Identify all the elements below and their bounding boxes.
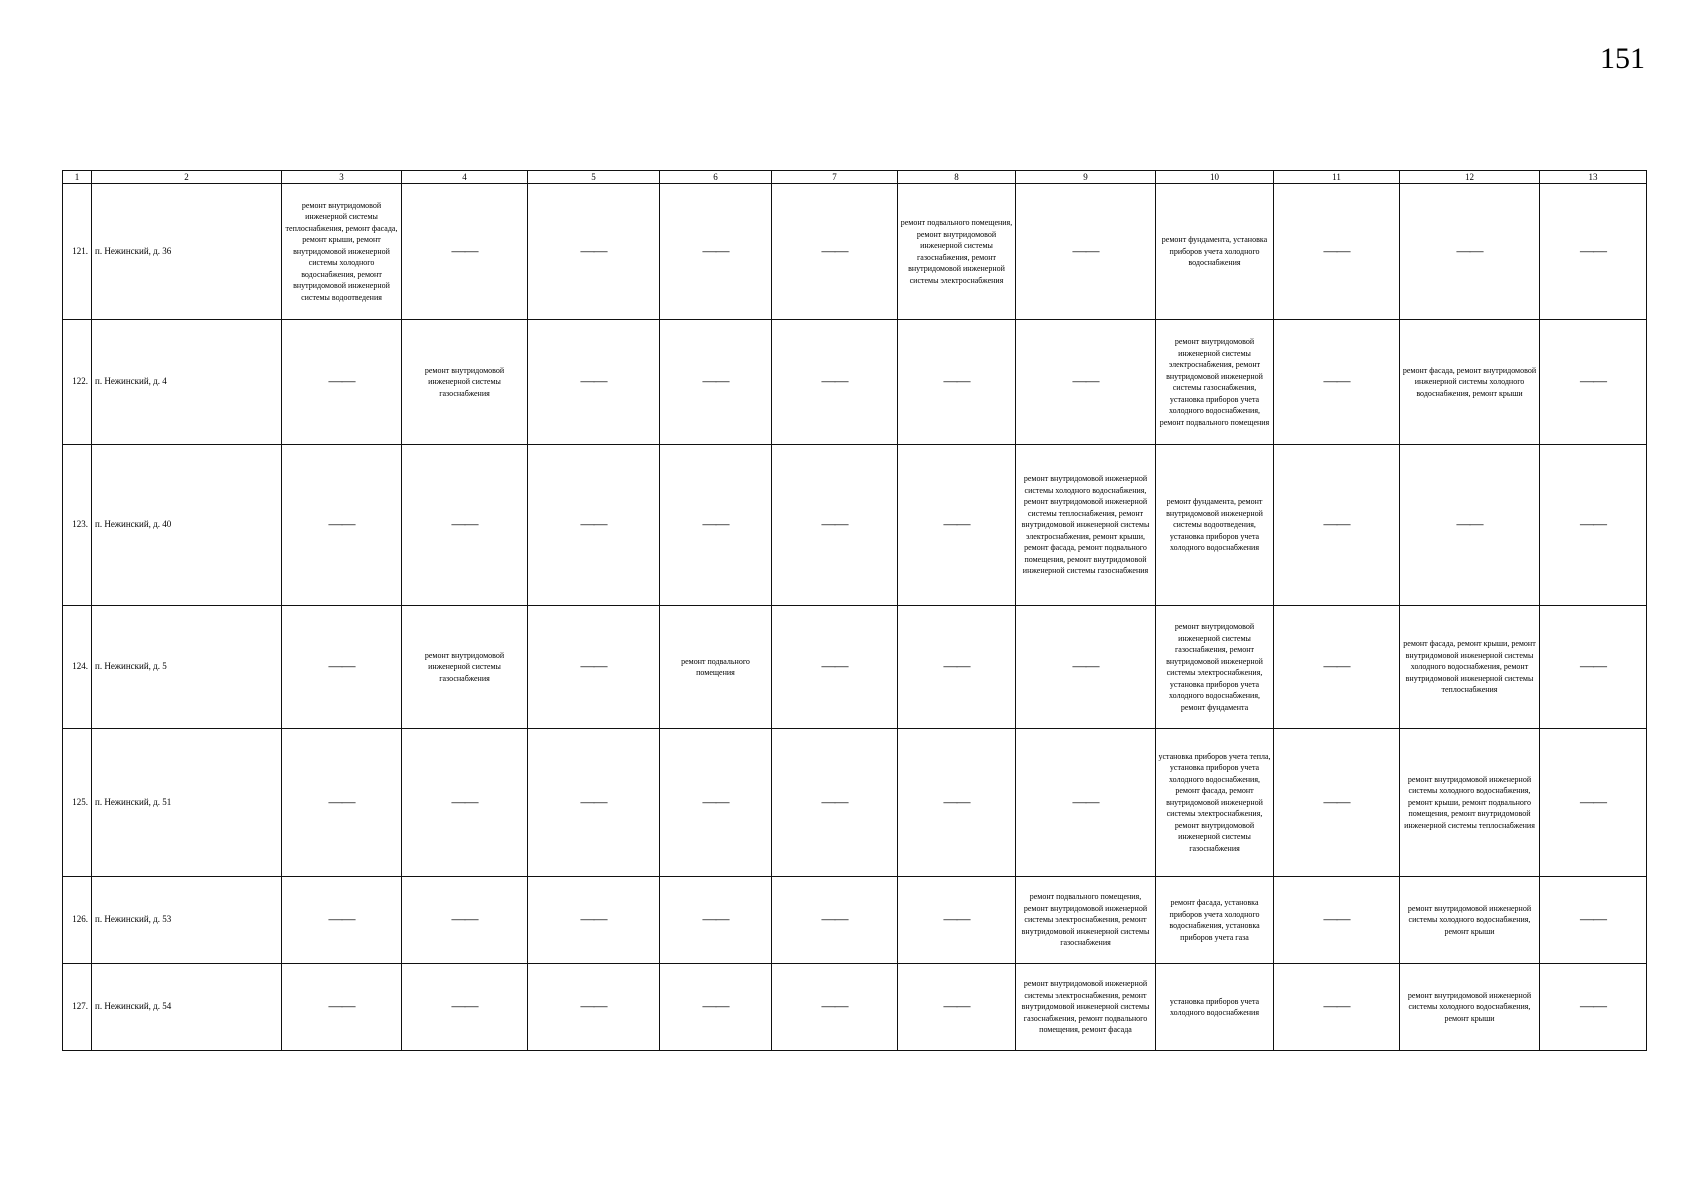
table-cell bbox=[1016, 729, 1156, 877]
dash-mark: —— bbox=[1323, 999, 1350, 1014]
table-cell bbox=[528, 184, 660, 320]
table-cell bbox=[772, 320, 898, 445]
table-row bbox=[63, 877, 1647, 964]
header-row bbox=[63, 171, 1647, 184]
dash-mark: —— bbox=[1323, 517, 1350, 532]
table-cell bbox=[1540, 184, 1647, 320]
table-cell bbox=[898, 445, 1016, 606]
dash-mark: —— bbox=[580, 659, 607, 674]
row-address: п. Нежинский, д. 4 bbox=[92, 320, 282, 445]
dash-mark: —— bbox=[821, 517, 848, 532]
table-cell bbox=[660, 877, 772, 964]
table-cell: ремонт фасада, ремонт внутридомовой инженерной системы холодного водоснабжения, ремонт крыши bbox=[1400, 320, 1540, 445]
table-cell bbox=[660, 320, 772, 445]
table-cell bbox=[1540, 445, 1647, 606]
dash-mark: —— bbox=[580, 517, 607, 532]
dash-mark: —— bbox=[702, 912, 729, 927]
dash-mark: —— bbox=[451, 243, 478, 259]
column-header: 7 bbox=[772, 171, 898, 184]
page-number: 151 bbox=[1600, 42, 1645, 75]
table-cell bbox=[1274, 729, 1400, 877]
table-cell bbox=[898, 964, 1016, 1051]
table-row bbox=[63, 606, 1647, 729]
dash-mark: —— bbox=[1323, 659, 1350, 674]
table-cell bbox=[660, 964, 772, 1051]
table-cell bbox=[1016, 320, 1156, 445]
table-cell bbox=[1540, 320, 1647, 445]
table-cell bbox=[898, 729, 1016, 877]
column-header: 11 bbox=[1274, 171, 1400, 184]
table-cell bbox=[282, 877, 402, 964]
table-cell bbox=[402, 877, 528, 964]
row-address: п. Нежинский, д. 40 bbox=[92, 445, 282, 606]
dash-mark: —— bbox=[702, 794, 729, 810]
dash-mark: —— bbox=[943, 794, 970, 810]
dash-mark: —— bbox=[943, 999, 970, 1014]
row-number: 122. bbox=[63, 320, 92, 445]
table-cell bbox=[898, 606, 1016, 729]
table-cell bbox=[528, 606, 660, 729]
dash-mark: —— bbox=[1580, 243, 1606, 259]
row-address: п. Нежинский, д. 5 bbox=[92, 606, 282, 729]
dash-mark: —— bbox=[1456, 243, 1483, 259]
table-cell: ремонт внутридомовой инженерной системы холодного водоснабжения, ремонт внутридомовой инженерной системы теплоснабжения, ремонт внутридомовой инженерной системы электроснабжения, ремонт крыши, ремонт фасада, ремонт подвального помещения, ремонт внутридомовой инженерной системы газоснабжения bbox=[1016, 445, 1156, 606]
dash-mark: —— bbox=[1580, 912, 1606, 927]
dash-mark: —— bbox=[1580, 374, 1606, 389]
dash-mark: —— bbox=[1456, 517, 1483, 532]
table-cell: ремонт подвального помещения bbox=[660, 606, 772, 729]
row-address: п. Нежинский, д. 54 bbox=[92, 964, 282, 1051]
dash-mark: —— bbox=[1580, 999, 1606, 1014]
table-cell bbox=[1274, 320, 1400, 445]
table-cell bbox=[660, 184, 772, 320]
table-cell bbox=[282, 729, 402, 877]
table-cell bbox=[402, 184, 528, 320]
dash-mark: —— bbox=[943, 517, 970, 532]
row-number: 123. bbox=[63, 445, 92, 606]
dash-mark: —— bbox=[821, 243, 848, 259]
dash-mark: —— bbox=[702, 374, 729, 389]
dash-mark: —— bbox=[328, 374, 355, 389]
dash-mark: —— bbox=[1580, 794, 1606, 810]
table-cell: ремонт подвального помещения, ремонт внутридомовой инженерной системы газоснабжения, ремонт внутридомовой инженерной системы электроснабжения bbox=[898, 184, 1016, 320]
table-cell: ремонт внутридомовой инженерной системы электроснабжения, ремонт внутридомовой инженерной системы газоснабжения, установка приборов учета холодного водоснабжения, ремонт подвального помещения bbox=[1156, 320, 1274, 445]
table-cell bbox=[282, 606, 402, 729]
row-number: 124. bbox=[63, 606, 92, 729]
table-cell bbox=[898, 320, 1016, 445]
table-cell: ремонт внутридомовой инженерной системы газоснабжения, ремонт внутридомовой инженерной системы электроснабжения, установка приборов учета холодного водоснабжения, ремонт фундамента bbox=[1156, 606, 1274, 729]
table-cell: ремонт внутридомовой инженерной системы теплоснабжения, ремонт фасада, ремонт крыши, ремонт внутридомовой инженерной системы холодного водоснабжения, ремонт внутридомовой инженерной системы водоотведения bbox=[282, 184, 402, 320]
repair-schedule-table bbox=[62, 170, 1647, 1051]
dash-mark: —— bbox=[1072, 243, 1099, 259]
table-cell bbox=[772, 964, 898, 1051]
dash-mark: —— bbox=[702, 517, 729, 532]
table-cell bbox=[282, 445, 402, 606]
table-row bbox=[63, 729, 1647, 877]
dash-mark: —— bbox=[328, 659, 355, 674]
table-cell bbox=[282, 964, 402, 1051]
column-header: 1 bbox=[63, 171, 92, 184]
table-cell bbox=[660, 729, 772, 877]
table-row bbox=[63, 184, 1647, 320]
dash-mark: —— bbox=[328, 794, 355, 810]
dash-mark: —— bbox=[821, 794, 848, 810]
dash-mark: —— bbox=[451, 794, 478, 810]
table-cell bbox=[528, 729, 660, 877]
dash-mark: —— bbox=[328, 999, 355, 1014]
column-header: 13 bbox=[1540, 171, 1647, 184]
dash-mark: —— bbox=[1580, 659, 1606, 674]
dash-mark: —— bbox=[943, 374, 970, 389]
table-cell bbox=[1274, 964, 1400, 1051]
dash-mark: —— bbox=[1072, 659, 1099, 674]
dash-mark: —— bbox=[821, 374, 848, 389]
table-cell bbox=[1274, 445, 1400, 606]
dash-mark: —— bbox=[580, 912, 607, 927]
dash-mark: —— bbox=[451, 517, 478, 532]
dash-mark: —— bbox=[943, 912, 970, 927]
dash-mark: —— bbox=[821, 912, 848, 927]
dash-mark: —— bbox=[1072, 794, 1099, 810]
table-cell bbox=[1016, 184, 1156, 320]
table-cell bbox=[282, 320, 402, 445]
table-cell: установка приборов учета тепла, установка приборов учета холодного водоснабжения, ремонт фасада, ремонт внутридомовой инженерной системы электроснабжения, ремонт внутридомовой инженерной системы газоснабжения bbox=[1156, 729, 1274, 877]
table-cell: ремонт фасада, установка приборов учета холодного водоснабжения, установка приборов учета газа bbox=[1156, 877, 1274, 964]
table-row bbox=[63, 964, 1647, 1051]
row-number: 127. bbox=[63, 964, 92, 1051]
table-cell bbox=[528, 964, 660, 1051]
table-cell: ремонт фундамента, установка приборов учета холодного водоснабжения bbox=[1156, 184, 1274, 320]
table-cell bbox=[528, 877, 660, 964]
dash-mark: —— bbox=[1323, 794, 1350, 810]
table-cell bbox=[1274, 606, 1400, 729]
dash-mark: —— bbox=[1072, 374, 1099, 389]
column-header: 9 bbox=[1016, 171, 1156, 184]
table-cell bbox=[772, 606, 898, 729]
table-cell bbox=[1400, 184, 1540, 320]
table-cell: ремонт внутридомовой инженерной системы электроснабжения, ремонт внутридомовой инженерной системы газоснабжения, ремонт подвального помещения, ремонт фасада bbox=[1016, 964, 1156, 1051]
table-cell bbox=[402, 445, 528, 606]
dash-mark: —— bbox=[943, 659, 970, 674]
table-cell bbox=[660, 445, 772, 606]
column-header: 5 bbox=[528, 171, 660, 184]
column-header: 10 bbox=[1156, 171, 1274, 184]
table-cell bbox=[772, 729, 898, 877]
dash-mark: —— bbox=[1323, 912, 1350, 927]
table-cell bbox=[528, 445, 660, 606]
column-header: 4 bbox=[402, 171, 528, 184]
dash-mark: —— bbox=[328, 912, 355, 927]
column-header: 3 bbox=[282, 171, 402, 184]
row-number: 121. bbox=[63, 184, 92, 320]
dash-mark: —— bbox=[580, 999, 607, 1014]
dash-mark: —— bbox=[580, 243, 607, 259]
table-cell bbox=[1274, 184, 1400, 320]
dash-mark: —— bbox=[821, 999, 848, 1014]
table-cell: ремонт фасада, ремонт крыши, ремонт внутридомовой инженерной системы холодного водоснабжения, ремонт внутридомовой инженерной системы теплоснабжения bbox=[1400, 606, 1540, 729]
row-number: 126. bbox=[63, 877, 92, 964]
table-cell bbox=[1016, 606, 1156, 729]
table-cell bbox=[528, 320, 660, 445]
table-cell: ремонт фундамента, ремонт внутридомовой инженерной системы водоотведения, установка приборов учета холодного водоснабжения bbox=[1156, 445, 1274, 606]
row-number: 125. bbox=[63, 729, 92, 877]
table-cell bbox=[772, 184, 898, 320]
dash-mark: —— bbox=[580, 374, 607, 389]
dash-mark: —— bbox=[702, 243, 729, 259]
table-cell: ремонт внутридомовой инженерной системы холодного водоснабжения, ремонт крыши, ремонт подвального помещения, ремонт внутридомовой инженерной системы теплоснабжения bbox=[1400, 729, 1540, 877]
table-cell: установка приборов учета холодного водоснабжения bbox=[1156, 964, 1274, 1051]
table-cell bbox=[402, 964, 528, 1051]
table-cell: ремонт внутридомовой инженерной системы газоснабжения bbox=[402, 320, 528, 445]
dash-mark: —— bbox=[1323, 243, 1350, 259]
table-cell bbox=[1540, 729, 1647, 877]
column-header: 6 bbox=[660, 171, 772, 184]
column-header: 8 bbox=[898, 171, 1016, 184]
table-cell bbox=[1400, 445, 1540, 606]
table-cell bbox=[1540, 606, 1647, 729]
row-address: п. Нежинский, д. 51 bbox=[92, 729, 282, 877]
table-cell: ремонт внутридомовой инженерной системы холодного водоснабжения, ремонт крыши bbox=[1400, 964, 1540, 1051]
dash-mark: —— bbox=[328, 517, 355, 532]
column-header: 2 bbox=[92, 171, 282, 184]
table-cell: ремонт внутридомовой инженерной системы газоснабжения bbox=[402, 606, 528, 729]
table-cell bbox=[772, 877, 898, 964]
dash-mark: —— bbox=[451, 912, 478, 927]
row-address: п. Нежинский, д. 53 bbox=[92, 877, 282, 964]
table-cell bbox=[1540, 964, 1647, 1051]
table-cell bbox=[402, 729, 528, 877]
dash-mark: —— bbox=[580, 794, 607, 810]
table-cell bbox=[1540, 877, 1647, 964]
table-cell bbox=[772, 445, 898, 606]
column-header: 12 bbox=[1400, 171, 1540, 184]
dash-mark: —— bbox=[451, 999, 478, 1014]
dash-mark: —— bbox=[1323, 374, 1350, 389]
table-cell bbox=[1274, 877, 1400, 964]
table-cell: ремонт подвального помещения, ремонт внутридомовой инженерной системы электроснабжения, ремонт внутридомовой инженерной системы газоснабжения bbox=[1016, 877, 1156, 964]
dash-mark: —— bbox=[702, 999, 729, 1014]
dash-mark: —— bbox=[1580, 517, 1606, 532]
table-row bbox=[63, 320, 1647, 445]
table-cell: ремонт внутридомовой инженерной системы холодного водоснабжения, ремонт крыши bbox=[1400, 877, 1540, 964]
dash-mark: —— bbox=[821, 659, 848, 674]
table-cell bbox=[898, 877, 1016, 964]
row-address: п. Нежинский, д. 36 bbox=[92, 184, 282, 320]
table-row bbox=[63, 445, 1647, 606]
